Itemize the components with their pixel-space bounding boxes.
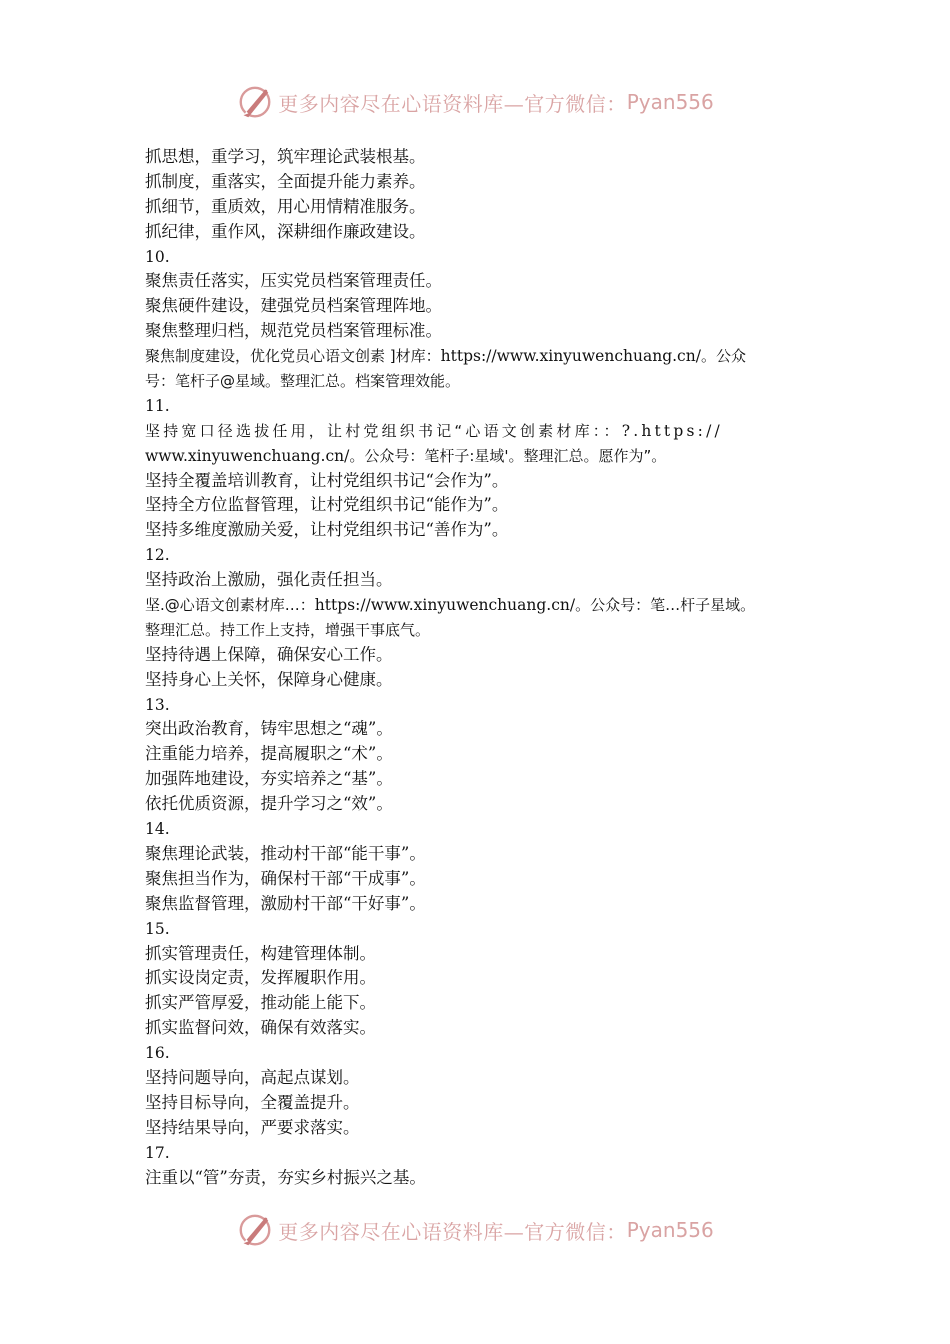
text-line: 抓实监督问效，确保有效落实。 [145, 1018, 376, 1038]
line-url: https://www.xinyuwenchuang.cn/ [314, 596, 576, 615]
text-line: 抓细节，重质效，用心用情精准服务。 [145, 196, 426, 216]
text-line: 坚持多维度激励关爱，让村党组织书记“善作为”。 [145, 520, 509, 540]
line-suffix: 。公众号：笔杆子:星域'。整理汇总。愿作为”。 [349, 446, 667, 465]
line-url: https://www.xinyuwenchuang.cn/ [440, 347, 701, 366]
section-number: 15. [145, 919, 170, 938]
text-line: 加强阵地建设，夯实培养之“基”。 [145, 769, 393, 789]
document-body [145, 145, 825, 1190]
section-number: 13. [145, 695, 170, 714]
text-line: 坚持问题导向，高起点谋划。 [145, 1067, 360, 1087]
text-line: 抓实管理责任，构建管理体制。 [145, 943, 376, 963]
line-prefix: 聚焦制度建设，优化党员心语文创素 ]材库： [145, 347, 441, 366]
text-line: 坚持政治上激励，强化责任担当。 [145, 570, 393, 590]
line-suffix: 。公众 [700, 347, 746, 366]
header-banner-id: Pyan556 [626, 90, 714, 114]
text-line: 抓实严管厚爱，推动能上能下。 [145, 993, 376, 1013]
text-line: 注重以“管”夯责，夯实乡村振兴之基。 [145, 1167, 426, 1187]
text-line: 坚持全覆盖培训教育，让村党组织书记“会作为”。 [145, 470, 509, 490]
text-line: 抓实设岗定责，发挥履职作用。 [145, 968, 376, 988]
footer-banner [0, 1210, 950, 1250]
text-line: 聚焦责任落实，压实党员档案管理责任。 [145, 271, 442, 291]
text-line: 整理汇总。持工作上支持，增强干事底气。 [145, 620, 431, 639]
text-line: 抓思想，重学习，筑牢理论武装根基。 [145, 147, 426, 166]
text-line: 坚持结果导向，严要求落实。 [145, 1117, 360, 1137]
footer-banner-id: Pyan556 [626, 1218, 714, 1242]
section-number: 12. [145, 546, 170, 565]
line-url: www.xinyuwenchuang.cn/ [145, 446, 350, 465]
text-line: 坚持全方位监督管理，让村党组织书记“能作为”。 [145, 495, 509, 515]
pen-logo-icon [236, 1211, 274, 1249]
section-number: 14. [145, 820, 170, 839]
text-line: 聚焦整理归档，规范党员档案管理标准。 [145, 321, 442, 341]
line-url: ?.https:// [621, 421, 723, 440]
section-number: 10. [145, 247, 170, 266]
section-number: 16. [145, 1044, 170, 1063]
text-line-watermark [145, 593, 825, 618]
text-line: 坚持待遇上保障，确保安心工作。 [145, 644, 393, 664]
text-line: 注重能力培养，提高履职之“术”。 [145, 744, 393, 764]
text-line: 聚焦理论武装，推动村干部“能干事”。 [145, 843, 426, 863]
text-line: 聚焦监督管理，激励村干部“干好事”。 [145, 893, 426, 913]
line-prefix: 坚持宽口径选拔任用，让村党组织书记“心语文创素材库：： [145, 421, 622, 440]
text-line: 聚焦担当作为，确保村干部“干成事”。 [145, 868, 426, 888]
text-line: 抓纪律，重作风，深耕细作廉政建设。 [145, 221, 426, 241]
text-line-watermark [145, 419, 825, 444]
line-suffix: 。公众号：笔…杆子星域。 [575, 596, 756, 615]
text-line: 抓制度，重落实，全面提升能力素养。 [145, 171, 426, 191]
header-banner-text: 更多内容尽在心语资料库—官方微信： [278, 91, 627, 116]
text-line: 依托优质资源，提升学习之“效”。 [145, 794, 393, 814]
pen-logo-icon [236, 83, 274, 121]
text-line: 坚持身心上关怀，保障身心健康。 [145, 669, 393, 689]
section-number: 17. [145, 1143, 170, 1162]
line-prefix: 坚.@心语文创素材库…： [145, 596, 315, 615]
header-banner [0, 82, 950, 122]
section-number: 11. [145, 396, 170, 415]
text-line: 号：笔杆子@星域。整理汇总。档案管理效能。 [145, 372, 461, 391]
text-line-watermark [145, 344, 825, 369]
text-line: 突出政治教育，铸牢思想之“魂”。 [145, 719, 393, 739]
text-line-watermark [145, 444, 825, 469]
text-line: 聚焦硬件建设，建强党员档案管理阵地。 [145, 296, 442, 316]
footer-banner-text: 更多内容尽在心语资料库—官方微信： [278, 1219, 627, 1244]
text-line: 坚持目标导向，全覆盖提升。 [145, 1092, 360, 1112]
